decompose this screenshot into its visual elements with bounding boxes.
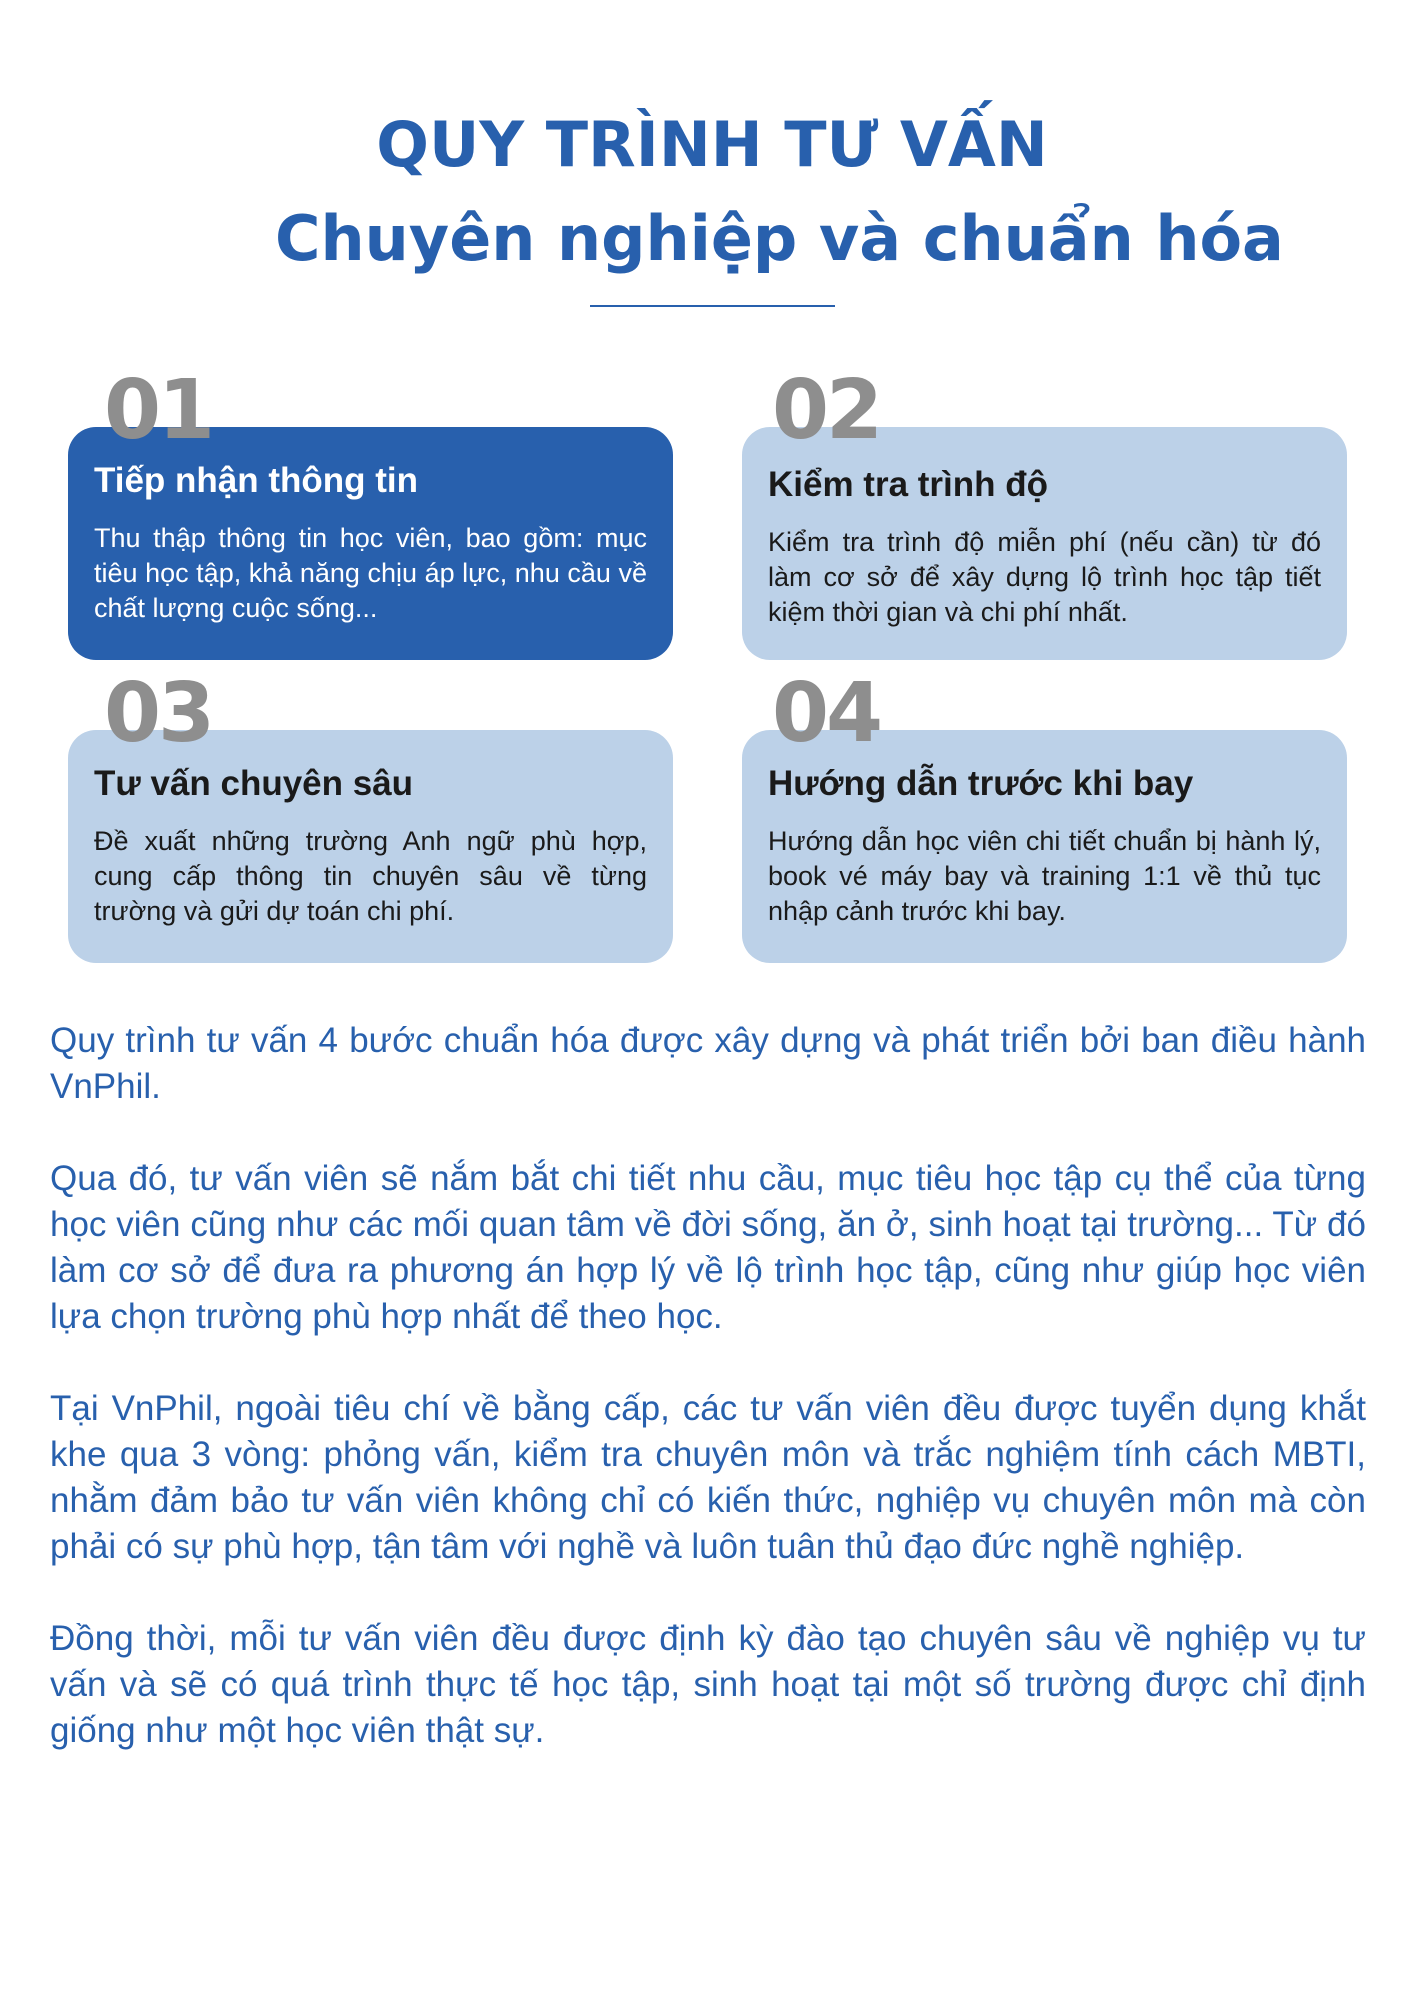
step-description: Thu thập thông tin học viên, bao gồm: mục tiêu học tập, khả năng chịu áp lực, nhu cầu về chất lượng cuộc sống... [94,523,647,623]
page-subtitle: Chuyên nghiệp và chuẩn hóa [275,202,1284,275]
step-number: 01 [104,363,213,458]
step-card-1 [68,427,673,660]
step-card-2 [742,427,1347,660]
step-description: Hướng dẫn học viên chi tiết chuẩn bị hành lý, book vé máy bay và training 1:1 về thủ tục nhập cảnh trước khi bay. [768,826,1321,926]
paragraph: Tại VnPhil, ngoài tiêu chí về bằng cấp, các tư vấn viên đều được tuyển dụng khắt khe qua 3 vòng: phỏng vấn, kiểm tra chuyên môn và trắc nghiệm tính cách MBTI, nhằm đảm bảo tư vấn viên không chỉ có kiến thức, nghiệp vụ chuyên môn mà còn phải có sự phù hợp, tận tâm với nghề và luôn tuân thủ đạo đức nghề nghiệp. [50,1389,1366,1566]
step-number: 02 [772,363,881,458]
title-divider [590,305,835,307]
page-title: QUY TRÌNH TƯ VẤN [376,108,1048,181]
step-description: Đề xuất những trường Anh ngữ phù hợp, cung cấp thông tin chuyên sâu về từng trường và gửi dự toán chi phí. [94,826,647,926]
step-card-4 [742,730,1347,963]
step-card-3 [68,730,673,963]
step-number: 03 [104,666,213,761]
paragraph: Qua đó, tư vấn viên sẽ nắm bắt chi tiết nhu cầu, mục tiêu học tập cụ thể của từng học viên cũng như các mối quan tâm về đời sống, ăn ở, sinh hoạt tại trường... Từ đó làm cơ sở để đưa ra phương án hợp lý về lộ trình học tập, cũng như giúp học viên lựa chọn trường phù hợp nhất để theo học. [50,1159,1366,1336]
step-title: Hướng dẫn trước khi bay [768,764,1194,803]
paragraph: Quy trình tư vấn 4 bước chuẩn hóa được xây dựng và phát triển bởi ban điều hành VnPhil. [50,1021,1366,1106]
paragraph: Đồng thời, mỗi tư vấn viên đều được định kỳ đào tạo chuyên sâu về nghiệp vụ tư vấn và sẽ có quá trình thực tế học tập, sinh hoạt tại một số trường được chỉ định giống như một học viên thật sự. [50,1619,1366,1750]
step-title: Tiếp nhận thông tin [94,461,419,500]
step-title: Tư vấn chuyên sâu [94,764,414,803]
step-description: Kiểm tra trình độ miễn phí (nếu cần) từ đó làm cơ sở để xây dựng lộ trình học tập tiết kiệm thời gian và chi phí nhất. [768,527,1321,627]
step-number: 04 [772,666,881,761]
body-text [50,1018,1366,1800]
step-title: Kiểm tra trình độ [768,465,1049,504]
